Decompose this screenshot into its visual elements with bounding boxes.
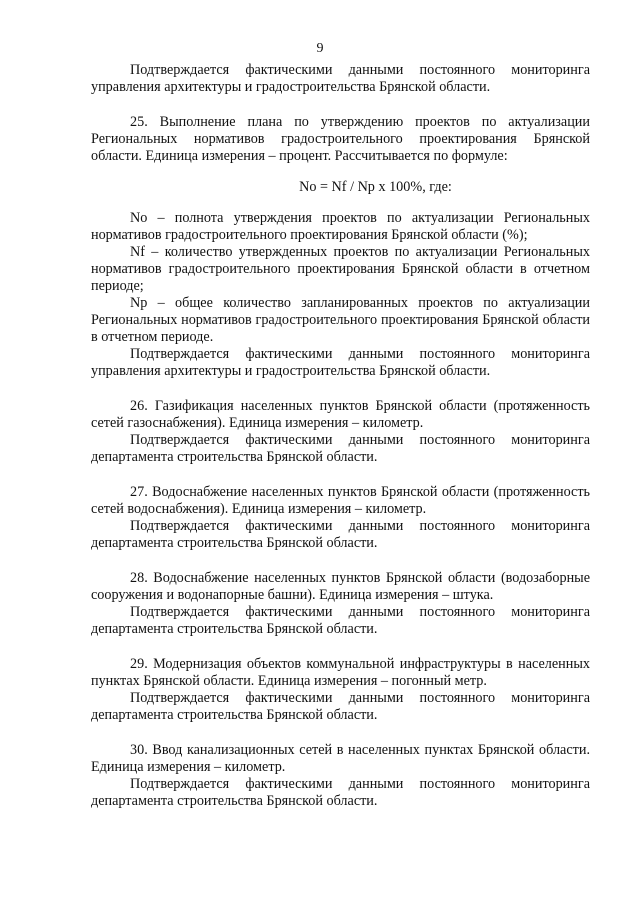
paragraph-confirmation-26: Подтверждается фактическими данными постоянного мониторинга департамента строительства Брянской области. xyxy=(91,432,590,465)
paragraph-confirmation-25: Подтверждается фактическими данными постоянного мониторинга управления архитектуры и градостроительства Брянской области. xyxy=(91,346,590,379)
paragraph-item-25: 25. Выполнение плана по утверждению проектов по актуализации Региональных нормативов градостроительного проектирования Брянской области. Единица измерения – процент. Рассчитывается по формуле: xyxy=(91,114,590,164)
paragraph-definition-no: No – полнота утверждения проектов по актуализации Региональных нормативов градостроительного проектирования Брянской области (%); xyxy=(91,210,590,243)
paragraph-item-28: 28. Водоснабжение населенных пунктов Брянской области (водозаборные сооружения и водонапорные башни). Единица измерения – штука. xyxy=(91,570,590,603)
paragraph-item-27: 27. Водоснабжение населенных пунктов Брянской области (протяженность сетей водоснабжения). Единица измерения – километр. xyxy=(91,484,590,517)
paragraph-confirmation-28: Подтверждается фактическими данными постоянного мониторинга департамента строительства Брянской области. xyxy=(91,604,590,637)
paragraph-definition-nf: Nf – количество утвержденных проектов по актуализации Региональных нормативов градостроительного проектирования Брянской области в отчетном периоде; xyxy=(91,244,590,294)
formula: No = Nf / Np х 100%, где: xyxy=(299,179,452,195)
document-body xyxy=(91,62,590,810)
paragraph-item-29: 29. Модернизация объектов коммунальной инфраструктуры в населенных пунктах Брянской области. Единица измерения – погонный метр. xyxy=(91,656,590,689)
page-number: 9 xyxy=(316,41,324,56)
paragraph-item-26: 26. Газификация населенных пунктов Брянской области (протяженность сетей газоснабжения). Единица измерения – километр. xyxy=(91,398,590,431)
paragraph-definition-np: Np – общее количество запланированных проектов по актуализации Региональных нормативов градостроительного проектирования Брянской области в отчетном периоде. xyxy=(91,295,590,345)
paragraph-item-30: 30. Ввод канализационных сетей в населенных пунктах Брянской области. Единица измерения – километр. xyxy=(91,742,590,775)
paragraph-confirmation-30: Подтверждается фактическими данными постоянного мониторинга департамента строительства Брянской области. xyxy=(91,776,590,809)
paragraph-confirmation-27: Подтверждается фактическими данными постоянного мониторинга департамента строительства Брянской области. xyxy=(91,518,590,551)
paragraph-confirmation-24: Подтверждается фактическими данными постоянного мониторинга управления архитектуры и градостроительства Брянской области. xyxy=(91,62,590,95)
paragraph-confirmation-29: Подтверждается фактическими данными постоянного мониторинга департамента строительства Брянской области. xyxy=(91,690,590,723)
